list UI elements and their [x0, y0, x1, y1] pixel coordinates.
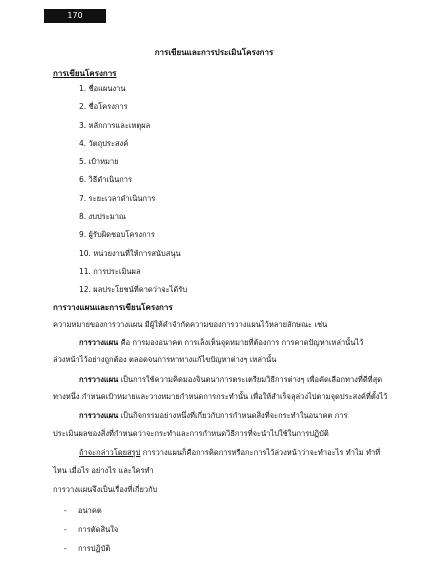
section-heading-project-writing: การเขียนโครงการ: [53, 69, 117, 78]
list-item: - อนาคต: [64, 506, 102, 515]
summary-line-1: [79, 448, 380, 458]
definition-text: เป็นกิจกรรมอย่างหนึ่งที่เกี่ยวกับการกำหนดสิ่งที่จะกระทำในอนาคต การ: [118, 411, 348, 420]
list-item: 11. การประเมินผล: [79, 266, 141, 276]
page-number: 170: [44, 9, 106, 23]
definition-term: การวางแผน: [79, 338, 119, 347]
list-item: 4. วัตถุประสงค์: [79, 138, 129, 148]
definition-text: เป็นการใช้ความคิดมองจินตนาการตระเตรียมวิธีการต่างๆ เพื่อคัดเลือกทางที่ดีที่สุด: [118, 375, 383, 384]
definition-2-line-2: ทางหนึ่ง กำหนดเป้าหมายและวางหมายกำหนดการกระทำนั้น เพื่อให้สำเร็จลุล่วงไปตามจุดประสงค์ที่ตั้งไว้: [53, 392, 388, 401]
project-components-list: [79, 84, 187, 304]
section-heading-planning: การวางแผนและการเขียนโครงการ: [53, 303, 173, 312]
list-item: 10. หน่วยงานที่ให้การสนับสนุน: [79, 248, 181, 258]
definition-1-line-1: [79, 338, 363, 348]
definition-3-line-1: [79, 411, 348, 421]
definition-1-line-2: ล่วงหน้าไว้อย่างถูกต้อง ตลอดจนการหาทางแก้ไขปัญหาต่างๆ เหล่านั้น: [53, 355, 277, 364]
list-item: 2. ชื่อโครงการ: [79, 102, 128, 112]
summary-lead: ถ้าจะกล่าวโดยสรุป: [79, 448, 141, 457]
definition-text: คือ การมองอนาคต การเล็งเห็นจุดหมายที่ต้องการ การคาดปัญหาเหล่านั้นไว้: [118, 338, 364, 347]
list-item: 8. งบประมาณ: [79, 212, 126, 222]
list-item: 7. ระยะเวลาดำเนินการ: [79, 193, 156, 203]
list-item: 3. หลักการและเหตุผล: [79, 120, 151, 130]
list-item: 9. ผู้รับผิดชอบโครงการ: [79, 230, 155, 240]
list-item: 6. วิธีดำเนินการ: [79, 175, 133, 185]
summary-text: การวางแผนก็คือการคิดการหรือกะการไว้ล่วงหน้าว่าจะทำอะไร ทำไม ทำที่: [140, 448, 381, 457]
summary-line-2: ไหน เมื่อไร อย่างไร และใครทำ: [53, 466, 154, 475]
definition-term: การวางแผน: [79, 375, 119, 384]
planning-intro: ความหมายของการวางแผน มีผู้ให้คำจำกัดความของการวางแผนไว้หลายลักษณะ เช่น: [53, 320, 328, 329]
related-topics-intro: การวางแผนจึงเป็นเรื่องที่เกี่ยวกับ: [53, 485, 158, 494]
page-title: การเขียนและการประเมินโครงการ: [154, 48, 274, 57]
definition-term: การวางแผน: [79, 411, 119, 420]
dash-bullet-icon: -: [64, 525, 67, 534]
list-item: 12. ผลประโยชน์ที่คาดว่าจะได้รับ: [79, 285, 188, 295]
dash-bullet-icon: -: [64, 506, 67, 515]
list-item: 1. ชื่อแผนงาน: [79, 84, 126, 93]
dash-bullet-icon: -: [64, 544, 67, 553]
list-item: 5. เป้าหมาย: [79, 157, 119, 167]
definition-3-line-2: ประเมินผลของสิ่งที่กำหนดว่าจะกระทำและการกำหนดวิธีการที่จะนำไปใช้ในการปฏิบัติ: [53, 429, 329, 438]
related-topics-list: [64, 506, 118, 563]
list-item: - การตัดสินใจ: [64, 525, 119, 534]
definition-2-line-1: [79, 375, 382, 385]
list-item: - การปฏิบัติ: [64, 544, 111, 553]
